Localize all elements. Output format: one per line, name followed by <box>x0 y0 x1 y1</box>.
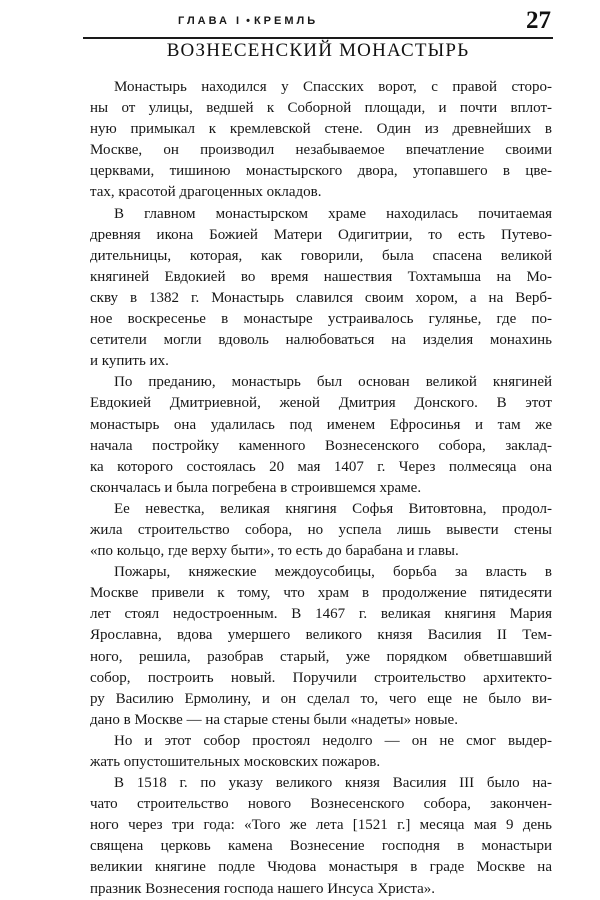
text-line: ную примыкал к кремлевской стене. Один из древнейших в <box>90 121 552 138</box>
text-line: Монастырь находился у Спасских ворот, с правой сторо- <box>114 79 552 95</box>
text-line: дано в Москве — на старые стены были «надеты» новые. <box>90 711 458 728</box>
text-line: лет стоял недостроенным. В 1467 г. великая княгиня Мария <box>90 606 552 623</box>
text-line: ного, решила, разобрав старый, уже порядком обветшавший <box>90 648 552 665</box>
text-line: Москве, он производил незабываемое впечатление своими <box>90 142 552 159</box>
text-line: жать опустошительных московских пожаров. <box>90 754 381 770</box>
text-line: монастырь она удалилась под именем Ефросинья и там же <box>90 416 552 433</box>
text-line: ка которого состоялась 20 мая 1407 г. Через полмесяца она <box>90 458 552 475</box>
text-line: собор, построить новый. Поручили строительство архитекто- <box>90 669 552 686</box>
text-line: Пожары, княжеские междоусобицы, борьба за власть в <box>114 564 552 581</box>
text-line: ного через три года: «Того же лета [1521 г.] месяца мая 9 день <box>90 817 552 834</box>
paragraph <box>90 773 552 900</box>
text-line: Москве привели к тому, что храм в продолжение пятидесяти <box>90 585 552 602</box>
text-line: В 1518 г. по указу великого князя Василия III было на- <box>114 775 552 792</box>
text-line: ру Василию Ермолину, и он сделал то, чего еще не было ви- <box>90 690 552 707</box>
text-line: тах, красотой драгоценных окладов. <box>90 184 322 201</box>
text-line: Ярославна, вдова умершего великого князя Василия II Тем- <box>90 627 552 644</box>
chapter-name: ГЛАВА I <box>178 15 243 27</box>
running-header <box>83 9 553 39</box>
text-line: скву в 1382 г. Монастырь славился своим хором, а на Верб- <box>90 289 552 306</box>
text-line: Но и этот собор простоял недолго — он не смог выдер- <box>114 732 552 749</box>
text-line: княгиней Евдокией во время нашествия Тохтамыша на Мо- <box>90 268 552 285</box>
text-line: сетители могли вдоволь налюбоваться на изделия монахинь <box>90 332 552 349</box>
text-line: ны от улицы, ведшей к Соборной площади, и почти вплот- <box>90 100 552 117</box>
text-line: жила строительство собора, но успела лишь вывести стены <box>90 521 552 538</box>
text-line: празник Вознесения господа нашего Инсуса Христа». <box>90 880 435 897</box>
text-line: ное воскресенье в монастыре устраивалось гулянье, где по- <box>90 311 552 328</box>
paragraph <box>90 372 552 499</box>
paragraph <box>90 77 552 204</box>
section-name: КРЕМЛЬ <box>253 15 319 27</box>
section-title: ВОЗНЕСЕНСКИЙ МОНАСТЫРЬ <box>166 40 470 61</box>
paragraph <box>90 731 552 773</box>
text-line: великии княгине подле Чюдова монастыря в граде Москве на <box>90 859 552 876</box>
text-line: священа церковь камена Вознесение господня в монастыри <box>90 838 552 855</box>
text-line: дительницы, которая, как говорили, была спасена великой <box>90 247 552 264</box>
text-line: По преданию, монастырь был основан великой княгиней <box>114 374 552 391</box>
paragraph <box>90 204 552 373</box>
paragraph <box>90 499 552 562</box>
text-line: скончалась и была погребена в строившемся храме. <box>90 479 422 496</box>
text-line: «по кольцо, где верху быти», то есть до барабана и главы. <box>90 543 459 560</box>
body-text <box>90 77 552 900</box>
chapter-label <box>178 15 318 27</box>
text-line: церквами, тишиною монастырского двора, утопавшего в цве- <box>90 163 552 180</box>
page-number: 27 <box>526 7 551 34</box>
header-separator: • <box>246 15 250 27</box>
text-line: чато строительство нового Вознесенского собора, закончен- <box>90 796 552 813</box>
text-line: и купить их. <box>90 353 169 370</box>
text-line: Ее невестка, великая княгиня Софья Витовтовна, продол- <box>114 500 552 517</box>
paragraph <box>90 562 552 731</box>
text-line: Евдокией Дмитриевной, женой Дмитрия Донского. В этот <box>90 395 552 412</box>
text-line: древняя икона Божией Матери Одигитрии, то есть Путево- <box>90 226 552 243</box>
text-line: начала постройку каменного Вознесенского собора, заклад- <box>90 437 552 454</box>
text-line: В главном монастырском храме находилась почитаемая <box>114 205 552 222</box>
